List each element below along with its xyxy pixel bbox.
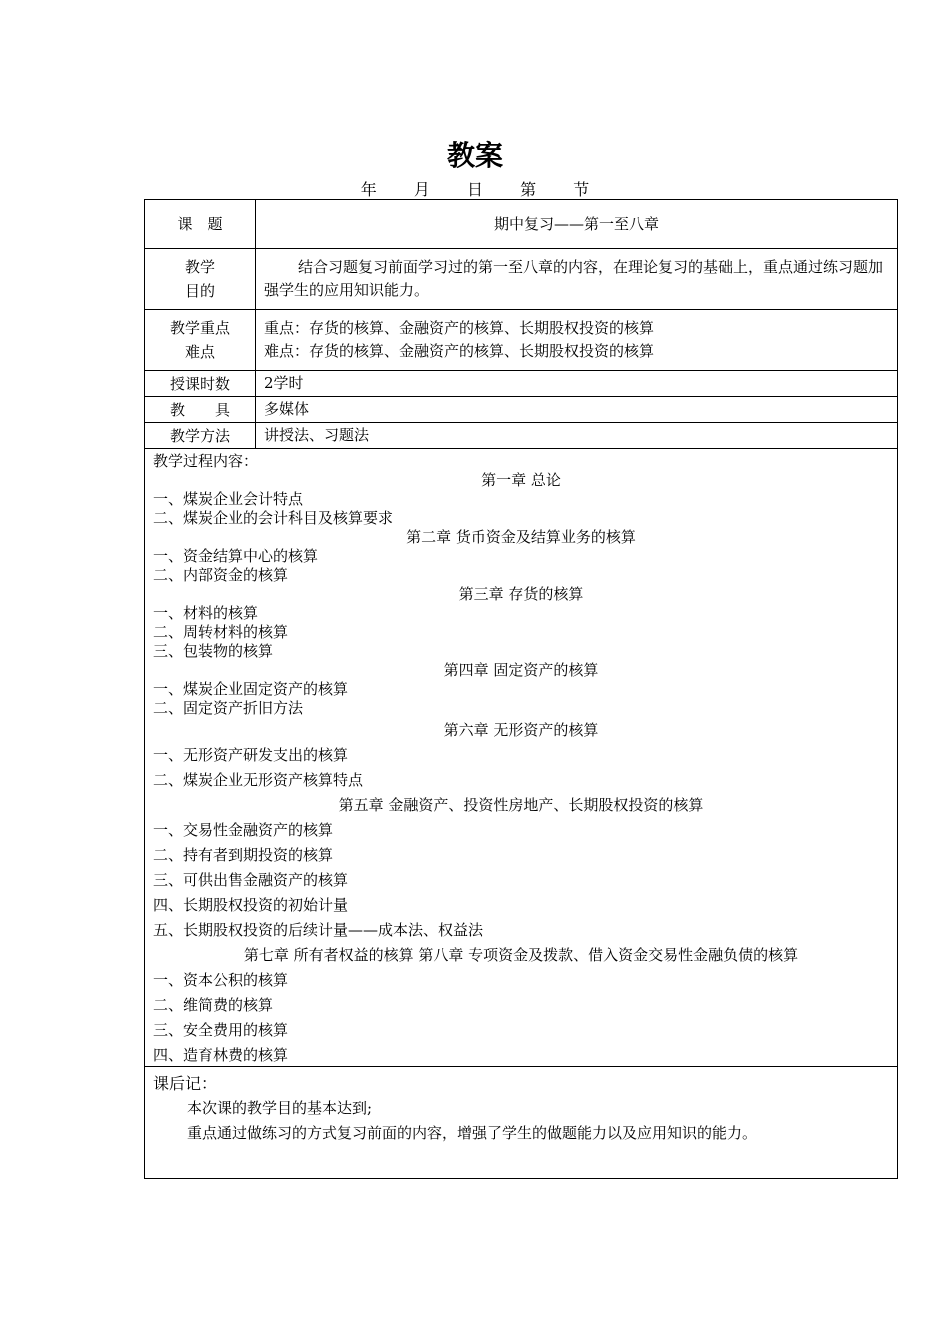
goal-label-line-2: 目的 [184, 282, 215, 300]
date-period-ordinal: 第 [520, 180, 537, 199]
section-item: 三、安全费用的核算 [153, 1021, 289, 1039]
section-item: 一、资金结算中心的核算 [153, 547, 319, 565]
section-item: 五、长期股权投资的后续计量——成本法、权益法 [153, 921, 484, 939]
lesson-plan-table [144, 199, 898, 1179]
topic-label: 课 题 [145, 200, 256, 248]
date-month: 月 [413, 180, 430, 199]
row-method [145, 423, 897, 449]
method-label: 教学方法 [145, 423, 256, 448]
section-item: 一、煤炭企业固定资产的核算 [153, 680, 349, 698]
chapter-heading: 第二章 货币资金及结算业务的核算 [406, 528, 636, 546]
section-item: 二、持有者到期投资的核算 [153, 846, 334, 864]
row-process [145, 449, 897, 1067]
row-tools [145, 397, 897, 423]
section-item: 二、固定资产折旧方法 [153, 699, 304, 717]
notes-heading: 课后记： [153, 1074, 218, 1093]
chapter-heading: 第四章 固定资产的核算 [443, 661, 599, 679]
document-title: 教案 [446, 139, 503, 172]
section-item: 四、造育林费的核算 [153, 1046, 289, 1064]
section-item: 三、可供出售金融资产的核算 [153, 871, 349, 889]
chapter-heading: 第三章 存货的核算 [458, 585, 584, 603]
row-notes [145, 1067, 897, 1178]
date-line [0, 177, 950, 200]
section-item: 一、煤炭企业会计特点 [153, 490, 304, 508]
method-value: 讲授法、习题法 [264, 426, 370, 444]
notes-line: 重点通过做练习的方式复习前面的内容，增强了学生的做题能力以及应用知识的能力。 [187, 1124, 758, 1142]
date-period: 节 [573, 180, 590, 199]
notes-line: 本次课的教学目的基本达到; [187, 1099, 373, 1117]
chapter-heading: 第五章 金融资产、投资性房地产、长期股权投资的核算 [338, 796, 704, 814]
goal-label-line-1: 教学 [184, 258, 215, 276]
chapter-heading: 第六章 无形资产的核算 [443, 721, 599, 739]
section-item: 二、煤炭企业无形资产核算特点 [153, 771, 364, 789]
notes-content [153, 1071, 889, 1146]
goal-label [145, 249, 256, 309]
section-item: 一、资本公积的核算 [153, 971, 289, 989]
chapter-heading: 第七章 所有者权益的核算 第八章 专项资金及拨款、借入资金交易性金融负债的核算 [243, 946, 799, 964]
key-points-cell [264, 310, 889, 370]
section-item: 二、内部资金的核算 [153, 566, 289, 584]
difficult-points-line: 难点：存货的核算、金融资产的核算、长期股权投资的核算 [264, 342, 655, 360]
topic-value: 期中复习——第一至八章 [493, 214, 659, 233]
section-item: 二、周转材料的核算 [153, 623, 289, 641]
date-year: 年 [360, 180, 377, 199]
hours-label: 授课时数 [145, 371, 256, 396]
section-item: 一、交易性金融资产的核算 [153, 821, 334, 839]
key-label-line-1: 教学重点 [169, 319, 230, 337]
process-content [153, 452, 889, 1068]
section-item: 一、无形资产研发支出的核算 [153, 746, 349, 764]
date-day: 日 [466, 180, 483, 199]
process-heading: 教学过程内容： [153, 452, 259, 470]
section-item: 四、长期股权投资的初始计量 [153, 896, 349, 914]
row-hours [145, 371, 897, 397]
section-item: 二、维简费的核算 [153, 996, 274, 1014]
tools-value: 多媒体 [264, 400, 310, 418]
section-item: 二、煤炭企业的会计科目及核算要求 [153, 509, 394, 527]
goal-value: 结合习题复习前面学习过的第一至八章的内容，在理论复习的基础上，重点通过练习题加强学生的应用知识能力。 [264, 258, 884, 299]
goal-value-cell [264, 249, 889, 309]
tools-label: 教 具 [145, 397, 256, 422]
section-item: 三、包装物的核算 [153, 642, 274, 660]
row-goal [145, 249, 897, 310]
row-key-points [145, 310, 897, 371]
section-item: 一、材料的核算 [153, 604, 259, 622]
chapter-heading: 第一章 总论 [481, 471, 561, 489]
row-topic [145, 200, 897, 249]
hours-value: 2学时 [264, 374, 304, 392]
key-points-label [145, 310, 256, 370]
key-label-line-2: 难点 [184, 343, 215, 361]
key-points-line: 重点：存货的核算、金融资产的核算、长期股权投资的核算 [264, 319, 655, 337]
